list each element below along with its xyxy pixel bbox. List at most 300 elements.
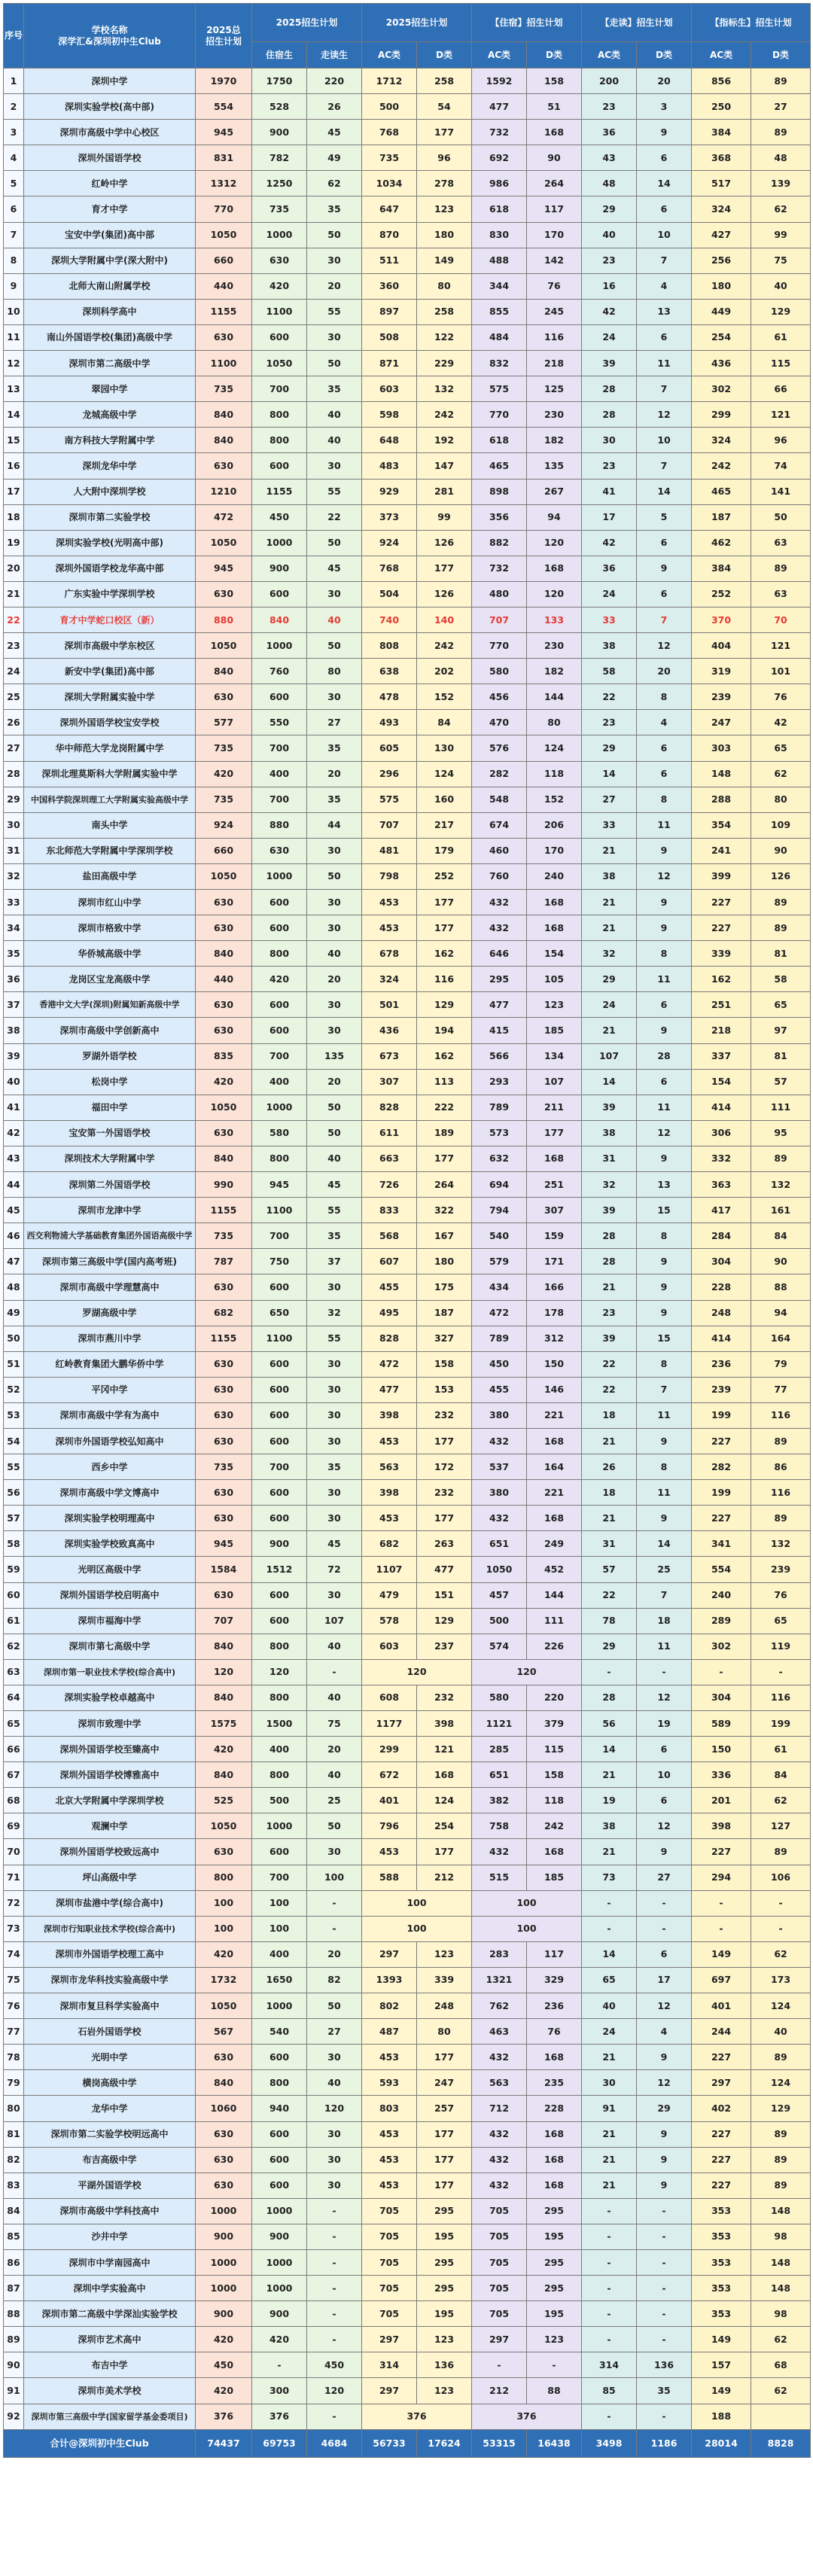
ac-count: 487 bbox=[362, 2019, 417, 2045]
boarding-count: 600 bbox=[252, 1402, 307, 1428]
boarding-ac: 789 bbox=[472, 1326, 527, 1351]
day-count: 30 bbox=[307, 1506, 362, 1531]
boarding-ac: 705 bbox=[472, 2301, 527, 2327]
day-ac: 26 bbox=[582, 1454, 637, 1480]
boarding-ac: 432 bbox=[472, 2147, 527, 2173]
row-index: 11 bbox=[4, 324, 24, 350]
day-count: - bbox=[307, 1890, 362, 1916]
total-plan: 835 bbox=[196, 1043, 252, 1069]
day-count: 26 bbox=[307, 94, 362, 120]
table-row bbox=[4, 402, 811, 428]
boarding-ac: 537 bbox=[472, 1454, 527, 1480]
quota-d: 164 bbox=[751, 1326, 811, 1351]
total-plan: 1000 bbox=[196, 2198, 252, 2224]
quota-ac: 341 bbox=[692, 1531, 751, 1557]
boarding-ac: 1592 bbox=[472, 69, 527, 94]
day-ac: 78 bbox=[582, 1608, 637, 1634]
ac-count: 705 bbox=[362, 2224, 417, 2249]
quota-d: 84 bbox=[751, 1762, 811, 1788]
day-count: 49 bbox=[307, 145, 362, 171]
row-index: 2 bbox=[4, 94, 24, 120]
quota-d: 109 bbox=[751, 812, 811, 838]
d-count: 242 bbox=[417, 402, 472, 428]
boarding-count: 550 bbox=[252, 710, 307, 735]
boarding-count: 700 bbox=[252, 1454, 307, 1480]
boarding-d: 168 bbox=[527, 1506, 582, 1531]
d-count: 248 bbox=[417, 1993, 472, 2019]
quota-ac: 180 bbox=[692, 273, 751, 299]
day-ac: 29 bbox=[582, 196, 637, 222]
day-count: 45 bbox=[307, 120, 362, 145]
day-d: 9 bbox=[637, 1146, 692, 1171]
total-plan: 1060 bbox=[196, 2096, 252, 2121]
d-count: 278 bbox=[417, 171, 472, 196]
day-ac: 91 bbox=[582, 2096, 637, 2121]
ac-count: 929 bbox=[362, 479, 417, 504]
boarding-ac: 548 bbox=[472, 787, 527, 812]
enrollment-plan-table bbox=[3, 3, 811, 2458]
quota-ac: 324 bbox=[692, 428, 751, 453]
day-ac: 39 bbox=[582, 1095, 637, 1120]
ac-count: 828 bbox=[362, 1095, 417, 1120]
quota-ac: 299 bbox=[692, 402, 751, 428]
boarding-ac: 855 bbox=[472, 299, 527, 324]
boarding-d: 120 bbox=[527, 530, 582, 556]
boarding-ac: 344 bbox=[472, 273, 527, 299]
table-body bbox=[4, 69, 811, 2430]
day-count: 30 bbox=[307, 992, 362, 1018]
boarding-count: 760 bbox=[252, 659, 307, 684]
quota-d: 42 bbox=[751, 710, 811, 735]
school-name: 光明区高级中学 bbox=[24, 1557, 196, 1582]
day-d: 11 bbox=[637, 1095, 692, 1120]
day-count: - bbox=[307, 2198, 362, 2224]
ac-count: 924 bbox=[362, 530, 417, 556]
table-row bbox=[4, 530, 811, 556]
ac-count: 608 bbox=[362, 1685, 417, 1710]
boarding-count: 800 bbox=[252, 428, 307, 453]
d-count: 229 bbox=[417, 351, 472, 376]
quota-ac: 227 bbox=[692, 915, 751, 941]
day-d: 6 bbox=[637, 324, 692, 350]
header-index: 序号 bbox=[4, 4, 24, 69]
day-ac: 21 bbox=[582, 1506, 637, 1531]
table-row bbox=[4, 633, 811, 659]
d-count: 151 bbox=[417, 1582, 472, 1608]
table-row bbox=[4, 479, 811, 504]
boarding-d: 125 bbox=[527, 376, 582, 402]
day-count: - bbox=[307, 2249, 362, 2275]
quota-d: 84 bbox=[751, 1223, 811, 1249]
school-name: 深圳市红山中学 bbox=[24, 890, 196, 915]
quota-d: 97 bbox=[751, 1018, 811, 1043]
ac-count: 472 bbox=[362, 1351, 417, 1377]
day-ac: 33 bbox=[582, 812, 637, 838]
row-index: 33 bbox=[4, 890, 24, 915]
quota-ac: 244 bbox=[692, 2019, 751, 2045]
ac-count: 401 bbox=[362, 1788, 417, 1813]
ac-count: 495 bbox=[362, 1300, 417, 1326]
ac-count: 603 bbox=[362, 376, 417, 402]
row-index: 48 bbox=[4, 1274, 24, 1300]
total-plan: 630 bbox=[196, 2121, 252, 2147]
boarding-count: 1512 bbox=[252, 1557, 307, 1582]
day-count: 30 bbox=[307, 915, 362, 941]
row-index: 76 bbox=[4, 1993, 24, 2019]
boarding-ac: 432 bbox=[472, 1506, 527, 1531]
day-d: 11 bbox=[637, 967, 692, 992]
ac-count: 648 bbox=[362, 428, 417, 453]
boarding-count: 800 bbox=[252, 1685, 307, 1710]
day-d: 35 bbox=[637, 2378, 692, 2404]
school-name: 深圳实验学校卓越高中 bbox=[24, 1685, 196, 1710]
day-count: 30 bbox=[307, 1480, 362, 1506]
subheader: AC类 bbox=[692, 42, 751, 69]
day-ac: 40 bbox=[582, 222, 637, 248]
boarding-d: 235 bbox=[527, 2070, 582, 2096]
d-count: 116 bbox=[417, 967, 472, 992]
quota-ac: 339 bbox=[692, 941, 751, 967]
total-plan: 630 bbox=[196, 1506, 252, 1531]
ac-count: 453 bbox=[362, 915, 417, 941]
quota-ac: 337 bbox=[692, 1043, 751, 1069]
quota-ac: 162 bbox=[692, 967, 751, 992]
row-index: 71 bbox=[4, 1865, 24, 1890]
day-d: 7 bbox=[637, 1582, 692, 1608]
day-ac: 38 bbox=[582, 633, 637, 659]
school-name: 南山外国语学校(集团)高级中学 bbox=[24, 324, 196, 350]
school-name: 深圳大学附属中学(深大附中) bbox=[24, 248, 196, 273]
boarding-count: 600 bbox=[252, 1506, 307, 1531]
ac-count: 726 bbox=[362, 1172, 417, 1198]
boarding-d: 120 bbox=[527, 581, 582, 607]
d-count: 152 bbox=[417, 684, 472, 710]
quota-d: - bbox=[751, 1916, 811, 1941]
row-index: 58 bbox=[4, 1531, 24, 1557]
d-count: 195 bbox=[417, 2224, 472, 2249]
d-count: 194 bbox=[417, 1018, 472, 1043]
ac-count: 1034 bbox=[362, 171, 417, 196]
boarding-d: 168 bbox=[527, 2045, 582, 2070]
school-name: 深圳外国语学校启明高中 bbox=[24, 1582, 196, 1608]
table-row bbox=[4, 171, 811, 196]
day-d: 9 bbox=[637, 2121, 692, 2147]
boarding-count: 1100 bbox=[252, 299, 307, 324]
quota-d: 58 bbox=[751, 967, 811, 992]
boarding-ac: 515 bbox=[472, 1865, 527, 1890]
day-d: 11 bbox=[637, 1480, 692, 1506]
d-count: 158 bbox=[417, 1351, 472, 1377]
school-name: 深圳实验学校(光明高中部) bbox=[24, 530, 196, 556]
day-count: 30 bbox=[307, 1402, 362, 1428]
d-count: 126 bbox=[417, 530, 472, 556]
day-d: 6 bbox=[637, 1737, 692, 1762]
day-d: 3 bbox=[637, 94, 692, 120]
boarding-ac: 432 bbox=[472, 1428, 527, 1454]
d-count: 122 bbox=[417, 324, 472, 350]
boarding-ac: 376 bbox=[472, 2404, 582, 2429]
table-row bbox=[4, 2121, 811, 2147]
d-count: 124 bbox=[417, 761, 472, 787]
boarding-d: 164 bbox=[527, 1454, 582, 1480]
boarding-d: 228 bbox=[527, 2096, 582, 2121]
ac-count: 563 bbox=[362, 1454, 417, 1480]
quota-d: 141 bbox=[751, 479, 811, 504]
day-d: 9 bbox=[637, 915, 692, 941]
school-name: 福田中学 bbox=[24, 1095, 196, 1120]
day-count: 30 bbox=[307, 2045, 362, 2070]
quota-ac: 353 bbox=[692, 2249, 751, 2275]
boarding-ac: 566 bbox=[472, 1043, 527, 1069]
boarding-d: 158 bbox=[527, 1762, 582, 1788]
d-count: 126 bbox=[417, 581, 472, 607]
day-d: - bbox=[637, 2198, 692, 2224]
quota-d: 74 bbox=[751, 453, 811, 479]
quota-d: 40 bbox=[751, 2019, 811, 2045]
d-count: 177 bbox=[417, 1146, 472, 1171]
row-index: 55 bbox=[4, 1454, 24, 1480]
school-name: 深圳市高级中学理慧高中 bbox=[24, 1274, 196, 1300]
ac-count: 768 bbox=[362, 120, 417, 145]
ac-count: 453 bbox=[362, 1506, 417, 1531]
total-plan: 735 bbox=[196, 787, 252, 812]
d-count: 222 bbox=[417, 1095, 472, 1120]
boarding-count: 1000 bbox=[252, 2198, 307, 2224]
day-ac: 21 bbox=[582, 1762, 637, 1788]
day-d: 6 bbox=[637, 1788, 692, 1813]
boarding-d: 146 bbox=[527, 1377, 582, 1402]
day-d: - bbox=[637, 2404, 692, 2429]
day-d: 17 bbox=[637, 1967, 692, 1993]
school-name: 深圳市第二实验学校 bbox=[24, 504, 196, 530]
boarding-count: 400 bbox=[252, 1941, 307, 1967]
total-plan: 630 bbox=[196, 1351, 252, 1377]
table-row bbox=[4, 1095, 811, 1120]
day-count: 35 bbox=[307, 196, 362, 222]
header-school: 学校名称 深学汇&深圳初中生Club bbox=[24, 4, 196, 69]
day-d: 14 bbox=[637, 171, 692, 196]
school-name: 红岭教育集团大鹏华侨中学 bbox=[24, 1351, 196, 1377]
boarding-d: 329 bbox=[527, 1967, 582, 1993]
boarding-ac: 882 bbox=[472, 530, 527, 556]
day-ac: 14 bbox=[582, 1737, 637, 1762]
quota-d: 62 bbox=[751, 1788, 811, 1813]
boarding-ac: 455 bbox=[472, 1377, 527, 1402]
row-index: 36 bbox=[4, 967, 24, 992]
d-count: 175 bbox=[417, 1274, 472, 1300]
day-d: 10 bbox=[637, 1762, 692, 1788]
quota-d: - bbox=[751, 1890, 811, 1916]
total-plan: 1050 bbox=[196, 222, 252, 248]
d-count: 339 bbox=[417, 1967, 472, 1993]
total-plan: 420 bbox=[196, 1069, 252, 1095]
total-plan: 660 bbox=[196, 838, 252, 863]
ac-count: 672 bbox=[362, 1762, 417, 1788]
school-name: 南方科技大学附属中学 bbox=[24, 428, 196, 453]
row-index: 22 bbox=[4, 607, 24, 632]
d-count: 252 bbox=[417, 863, 472, 889]
boarding-d: 105 bbox=[527, 967, 582, 992]
boarding-count: 1155 bbox=[252, 479, 307, 504]
ac-count: 453 bbox=[362, 890, 417, 915]
ac-count: 598 bbox=[362, 402, 417, 428]
table-row bbox=[4, 2045, 811, 2070]
quota-d: 62 bbox=[751, 2378, 811, 2404]
boarding-count: 600 bbox=[252, 1377, 307, 1402]
row-index: 47 bbox=[4, 1249, 24, 1274]
day-d: 8 bbox=[637, 941, 692, 967]
total-plan: 1000 bbox=[196, 2249, 252, 2275]
boarding-count: 1650 bbox=[252, 1967, 307, 1993]
boarding-d: 142 bbox=[527, 248, 582, 273]
ac-count: 707 bbox=[362, 812, 417, 838]
d-count: 398 bbox=[417, 1711, 472, 1737]
day-ac: 27 bbox=[582, 787, 637, 812]
row-index: 89 bbox=[4, 2327, 24, 2352]
boarding-ac: 580 bbox=[472, 1685, 527, 1710]
boarding-count: 600 bbox=[252, 890, 307, 915]
boarding-ac: 576 bbox=[472, 735, 527, 761]
d-count: 162 bbox=[417, 1043, 472, 1069]
boarding-d: 168 bbox=[527, 2173, 582, 2198]
day-ac: 107 bbox=[582, 1043, 637, 1069]
boarding-count: 600 bbox=[252, 1018, 307, 1043]
table-row bbox=[4, 1120, 811, 1146]
ac-count: 1712 bbox=[362, 69, 417, 94]
row-index: 46 bbox=[4, 1223, 24, 1249]
row-index: 69 bbox=[4, 1813, 24, 1839]
boarding-d: 211 bbox=[527, 1095, 582, 1120]
day-ac: 23 bbox=[582, 248, 637, 273]
day-ac: 32 bbox=[582, 941, 637, 967]
boarding-d: 107 bbox=[527, 1069, 582, 1095]
boarding-ac: 618 bbox=[472, 428, 527, 453]
quota-ac: 306 bbox=[692, 1120, 751, 1146]
quota-ac: 384 bbox=[692, 556, 751, 581]
school-name: 深圳实验学校(高中部) bbox=[24, 94, 196, 120]
day-count: - bbox=[307, 1916, 362, 1941]
boarding-d: 195 bbox=[527, 2224, 582, 2249]
school-name: 沙井中学 bbox=[24, 2224, 196, 2249]
day-count: 50 bbox=[307, 633, 362, 659]
boarding-ac: 480 bbox=[472, 581, 527, 607]
day-ac: 39 bbox=[582, 1198, 637, 1223]
quota-ac: - bbox=[692, 1890, 751, 1916]
total-plan: 630 bbox=[196, 1018, 252, 1043]
school-name: 布吉中学 bbox=[24, 2352, 196, 2378]
ac-count: 453 bbox=[362, 2121, 417, 2147]
total-plan: 1575 bbox=[196, 1711, 252, 1737]
table-row bbox=[4, 145, 811, 171]
ac-count: 740 bbox=[362, 607, 417, 632]
table-row bbox=[4, 2327, 811, 2352]
ac-count: 478 bbox=[362, 684, 417, 710]
row-index: 42 bbox=[4, 1120, 24, 1146]
boarding-d: 168 bbox=[527, 1428, 582, 1454]
total-plan: 840 bbox=[196, 659, 252, 684]
boarding-ac: 1050 bbox=[472, 1557, 527, 1582]
boarding-ac: 472 bbox=[472, 1300, 527, 1326]
quota-ac: 239 bbox=[692, 1377, 751, 1402]
day-count: 30 bbox=[307, 1377, 362, 1402]
row-index: 83 bbox=[4, 2173, 24, 2198]
total-plan: 900 bbox=[196, 2301, 252, 2327]
day-d: 27 bbox=[637, 1865, 692, 1890]
total-cell: 8828 bbox=[751, 2429, 811, 2457]
day-d: 11 bbox=[637, 1402, 692, 1428]
quota-ac: 589 bbox=[692, 1711, 751, 1737]
d-count: 147 bbox=[417, 453, 472, 479]
school-name: 平冈中学 bbox=[24, 1377, 196, 1402]
boarding-d: 158 bbox=[527, 69, 582, 94]
boarding-count: 900 bbox=[252, 1531, 307, 1557]
d-count: 177 bbox=[417, 915, 472, 941]
day-count: 40 bbox=[307, 607, 362, 632]
day-d: 12 bbox=[637, 1685, 692, 1710]
boarding-d: 168 bbox=[527, 1839, 582, 1865]
quota-d: 61 bbox=[751, 324, 811, 350]
boarding-ac: 100 bbox=[472, 1890, 582, 1916]
total-cell: 69753 bbox=[252, 2429, 307, 2457]
ac-count: 678 bbox=[362, 941, 417, 967]
ac-count: 307 bbox=[362, 1069, 417, 1095]
subheader: AC类 bbox=[582, 42, 637, 69]
day-count: 30 bbox=[307, 1582, 362, 1608]
day-ac: 32 bbox=[582, 1172, 637, 1198]
day-d: 4 bbox=[637, 710, 692, 735]
boarding-count: 600 bbox=[252, 992, 307, 1018]
boarding-ac: 1121 bbox=[472, 1711, 527, 1737]
quota-d: 89 bbox=[751, 2045, 811, 2070]
boarding-count: 300 bbox=[252, 2378, 307, 2404]
ac-count: 453 bbox=[362, 2147, 417, 2173]
table-row bbox=[4, 2249, 811, 2275]
quota-d: 148 bbox=[751, 2198, 811, 2224]
row-index: 51 bbox=[4, 1351, 24, 1377]
row-index: 91 bbox=[4, 2378, 24, 2404]
ac-count: 297 bbox=[362, 2327, 417, 2352]
quota-d: 98 bbox=[751, 2224, 811, 2249]
d-count: 281 bbox=[417, 479, 472, 504]
boarding-ac: 1321 bbox=[472, 1967, 527, 1993]
boarding-d: 267 bbox=[527, 479, 582, 504]
d-count: 132 bbox=[417, 376, 472, 402]
table-row bbox=[4, 196, 811, 222]
quota-d: 96 bbox=[751, 428, 811, 453]
day-count: 20 bbox=[307, 967, 362, 992]
school-name: 龙岗区宝龙高级中学 bbox=[24, 967, 196, 992]
day-count: - bbox=[307, 2224, 362, 2249]
boarding-ac: 460 bbox=[472, 838, 527, 863]
d-count: 80 bbox=[417, 273, 472, 299]
quota-ac: 227 bbox=[692, 2147, 751, 2173]
boarding-count: 600 bbox=[252, 1582, 307, 1608]
quota-ac: 414 bbox=[692, 1326, 751, 1351]
school-name: 深圳市燕川中学 bbox=[24, 1326, 196, 1351]
quota-d: 89 bbox=[751, 915, 811, 941]
boarding-ac: 212 bbox=[472, 2378, 527, 2404]
quota-d: 61 bbox=[751, 1737, 811, 1762]
table-row bbox=[4, 222, 811, 248]
quota-d: 62 bbox=[751, 1941, 811, 1967]
table-row bbox=[4, 1531, 811, 1557]
table-row bbox=[4, 915, 811, 941]
boarding-d: - bbox=[527, 2352, 582, 2378]
boarding-d: 226 bbox=[527, 1634, 582, 1659]
day-count: 45 bbox=[307, 556, 362, 581]
table-row bbox=[4, 1480, 811, 1506]
table-row bbox=[4, 2173, 811, 2198]
